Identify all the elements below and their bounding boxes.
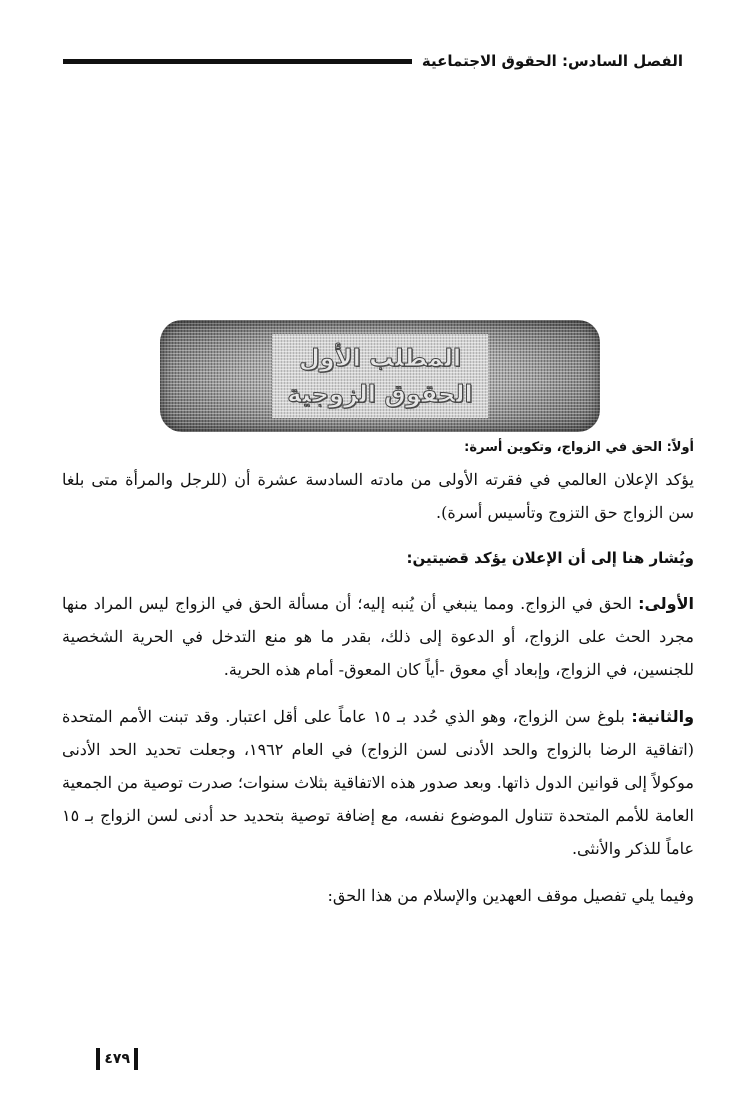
- issues-heading: ويُشار هنا إلى أن الإعلان يؤكد قضيتين:: [406, 549, 694, 567]
- page-number: ٤٧٩: [96, 1048, 138, 1070]
- second-issue-paragraph: [62, 700, 694, 865]
- page-header: [63, 46, 683, 76]
- closing-paragraph: وفيما يلي تفصيل موقف العهدين والإسلام من هذا الحق:: [327, 886, 694, 905]
- first-issue-text: الحق في الزواج. ومما ينبغي أن يُنبه إليه؛ أن مسألة الحق في الزواج ليس المراد منها مجرد الحث على الزواج، أو الدعوة إلى ذلك، بقدر ما هو منع التدخل في الحرية الشخصية للجنسين، في الزواج، وإبعاد أي معوق -أياً كان المعوق- أمام هذه الحرية.: [62, 594, 694, 679]
- section-subtitle: الحقوق الزوجية: [287, 380, 473, 408]
- section-title-panel: [272, 334, 488, 418]
- page-body: [62, 440, 694, 926]
- section-title-box: [160, 320, 600, 432]
- first-issue-paragraph: [62, 587, 694, 686]
- subheading: أولاً: الحق في الزواج، وتكوين أسرة:: [464, 440, 694, 455]
- intro-paragraph: يؤكد الإعلان العالمي في فقرته الأولى من مادته السادسة عشرة أن (للرجل والمرأة متى بلغا سن الزواج حق التزوج وتأسيس أسرة).: [62, 470, 694, 522]
- section-title: المطلب الأول: [298, 344, 462, 372]
- chapter-title: الفصل السادس: الحقوق الاجتماعية: [421, 52, 683, 70]
- second-issue-label: والثانية:: [631, 707, 695, 726]
- header-rule: [63, 59, 412, 64]
- second-issue-text: بلوغ سن الزواج، وهو الذي حُدد بـ ١٥ عاماً على أقل اعتبار. وقد تبنت الأمم المتحدة (اتفاقية الرضا بالزواج والحد الأدنى لسن الزواج) في العام ١٩٦٢، وجعلت تحديد الحد الأدنى موكولاً إلى قوانين الدول ذاتها. وبعد صدور هذه الاتفاقية بثلاث سنوات؛ صدرت توصية من الجمعية العامة للأمم المتحدة تتناول الموضوع نفسه، مع إضافة توصية بتحديد حد أدنى لسن الزواج بـ ١٥ عاماً للذكر والأنثى.: [62, 707, 695, 858]
- first-issue-label: الأولى:: [638, 594, 694, 613]
